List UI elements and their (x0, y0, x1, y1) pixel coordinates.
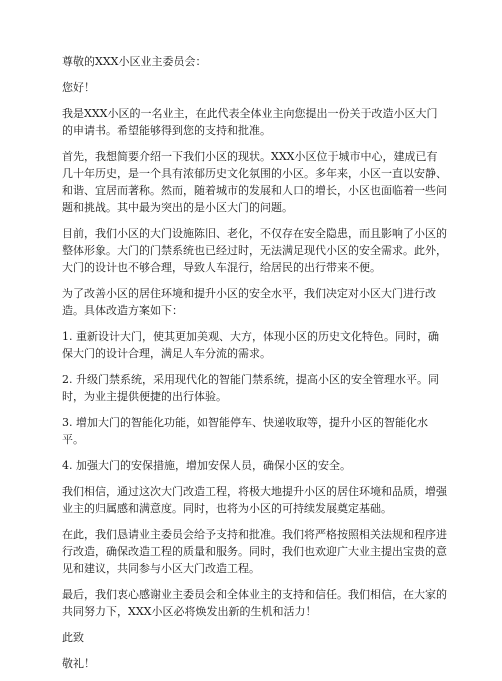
salutation: 尊敬的XXX小区业主委员会： (62, 55, 207, 68)
current-situation-paragraph: 首先，我想简要介绍一下我们小区的现状。XXX小区位于城市中心，建成已有几十年历史，是一个具有浓郁历史文化氛围的小区。多年来，小区一直以安静、和谐、宜居而著称。然而，随着城市的发展和人口的增长，小区也面临着一些问题和挑战。其中最为突出的是小区大门的问题。 (62, 150, 447, 214)
request-paragraph: 在此，我们恳请业主委员会给予支持和批准。我们将严格按照相关法规和程序进行改造，确保改造工程的质量和服务。同时，我们也欢迎广大业主提出宝贵的意见和建议，共同参与小区大门改造工程。 (62, 528, 447, 575)
sign-off: 此致 (62, 631, 84, 644)
thanks-paragraph: 最后，我们衷心感谢业主委员会和全体业主的支持和信任。我们相信，在大家的共同努力下，XXX小区必将焕发出新的生机和活力！ (62, 588, 447, 618)
regards: 敬礼！ (62, 657, 95, 670)
greeting: 您好！ (62, 81, 95, 94)
intro-paragraph: 我是XXX小区的一名业主，在此代表全体业主向您提出一份关于改造小区大门的申请书。希望能够得到您的支持和批准。 (62, 107, 438, 137)
letter-document (62, 53, 447, 681)
plan-item: 3. 增加大门的智能化功能，如智能停车、快递收取等，提升小区的智能化水平。 (62, 416, 428, 446)
plan-item: 1. 重新设计大门，使其更加美观、大方，体现小区的历史文化特色。同时，确保大门的设计合理，满足人车分流的需求。 (62, 330, 439, 360)
plan-item: 4. 加强大门的安保措施，增加安保人员，确保小区的安全。 (62, 459, 351, 472)
problem-paragraph: 目前，我们小区的大门设施陈旧、老化，不仅存在安全隐患，而且影响了小区的整体形象。大门的门禁系统也已经过时，无法满足现代小区的安全需求。此外，大门的设计也不够合理，导致人车混行，给居民的出行带来不便。 (62, 227, 447, 274)
plan-item: 2. 升级门禁系统，采用现代化的智能门禁系统，提高小区的安全管理水平。同时，为业主提供便捷的出行体验。 (62, 373, 439, 403)
plan-intro-paragraph: 为了改善小区的居住环境和提升小区的安全水平，我们决定对小区大门进行改造。具体改造方案如下： (62, 287, 436, 317)
benefit-paragraph: 我们相信，通过这次大门改造工程，将极大地提升小区的居住环境和品质，增强业主的归属感和满意度。同时，也将为小区的可持续发展奠定基础。 (62, 485, 447, 515)
